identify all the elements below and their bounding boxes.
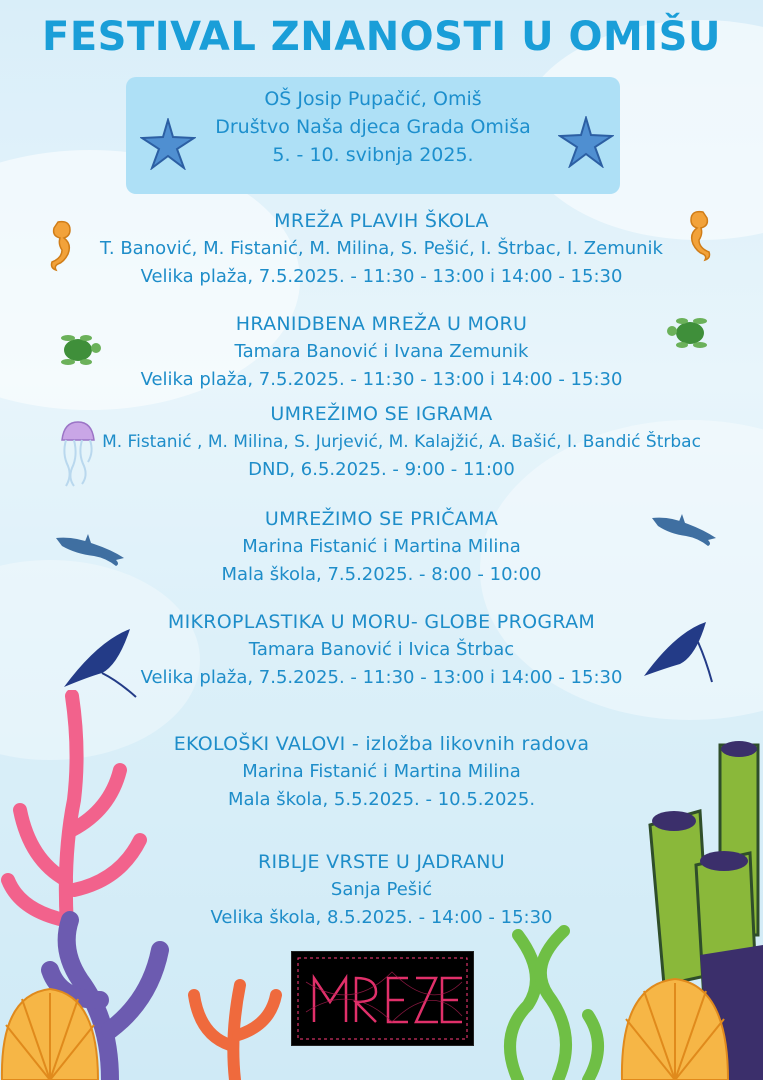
seashell-icon: [0, 985, 100, 1080]
program-title: MREŽA PLAVIH ŠKOLA: [274, 210, 489, 232]
starfish-icon: [140, 118, 196, 170]
program-time: Mala škola, 5.5.2025. - 10.5.2025.: [227, 789, 536, 810]
program-people: Tamara Banović i Ivica Štrbac: [248, 639, 515, 660]
program-time: Velika plaža, 7.5.2025. - 11:30 - 13:00 i 14:00 - 15:30: [140, 667, 623, 688]
festival-logo: [291, 951, 474, 1046]
program-title: RIBLJE VRSTE U JADRANU: [258, 851, 505, 873]
seashell-icon: [620, 975, 730, 1080]
program-people: Tamara Banović i Ivana Zemunik: [234, 341, 529, 362]
school-name: OŠ Josip Pupačić, Omiš: [264, 88, 482, 110]
program-people: Marina Fistanić i Martina Milina: [242, 536, 521, 557]
program-people: Sanja Pešić: [330, 879, 433, 900]
logo-graphic: [292, 952, 473, 1045]
program-time: Velika plaža, 7.5.2025. - 11:30 - 13:00 i 14:00 - 15:30: [140, 369, 623, 390]
program-item: [0, 608, 763, 692]
program-time: Velika plaža, 7.5.2025. - 11:30 - 13:00 i 14:00 - 15:30: [140, 266, 623, 287]
program-time: Mala škola, 7.5.2025. - 8:00 - 10:00: [221, 564, 542, 585]
program-title: UMREŽIMO SE IGRAMA: [270, 403, 493, 425]
program-people: M. Fistanić , M. Milina, S. Jurjević, M. Kalajžić, A. Bašić, I. Bandić Štrbac: [102, 432, 701, 452]
program-time: DND, 6.5.2025. - 9:00 - 11:00: [248, 459, 515, 480]
program-title: MIKROPLASTIKA U MORU- GLOBE PROGRAM: [167, 611, 596, 633]
program-item: [0, 505, 763, 589]
page-title: FESTIVAL ZNANOSTI U OMIŠU: [42, 14, 721, 60]
program-people: Marina Fistanić i Martina Milina: [242, 761, 521, 782]
program-title: HRANIDBENA MREŽA U MORU: [235, 313, 528, 335]
program-people: T. Banović, M. Fistanić, M. Milina, S. Pešić, I. Štrbac, I. Zemunik: [100, 238, 663, 259]
program-item: [0, 207, 763, 291]
program-time: Velika škola, 8.5.2025. - 14:00 - 15:30: [210, 907, 553, 928]
program-title: EKOLOŠKI VALOVI - izložba likovnih radova: [173, 733, 590, 755]
seaweed-icon: [488, 925, 618, 1080]
starfish-icon: [558, 116, 614, 168]
program-title: UMREŽIMO SE PRIČAMA: [264, 508, 499, 530]
program-item: [0, 400, 763, 484]
organizer-name: Društvo Naša djeca Grada Omiša: [215, 116, 531, 138]
coral-icon: [180, 975, 290, 1080]
festival-dates: 5. - 10. svibnja 2025.: [272, 144, 474, 166]
program-item: [0, 310, 763, 394]
header-box: [126, 77, 620, 194]
